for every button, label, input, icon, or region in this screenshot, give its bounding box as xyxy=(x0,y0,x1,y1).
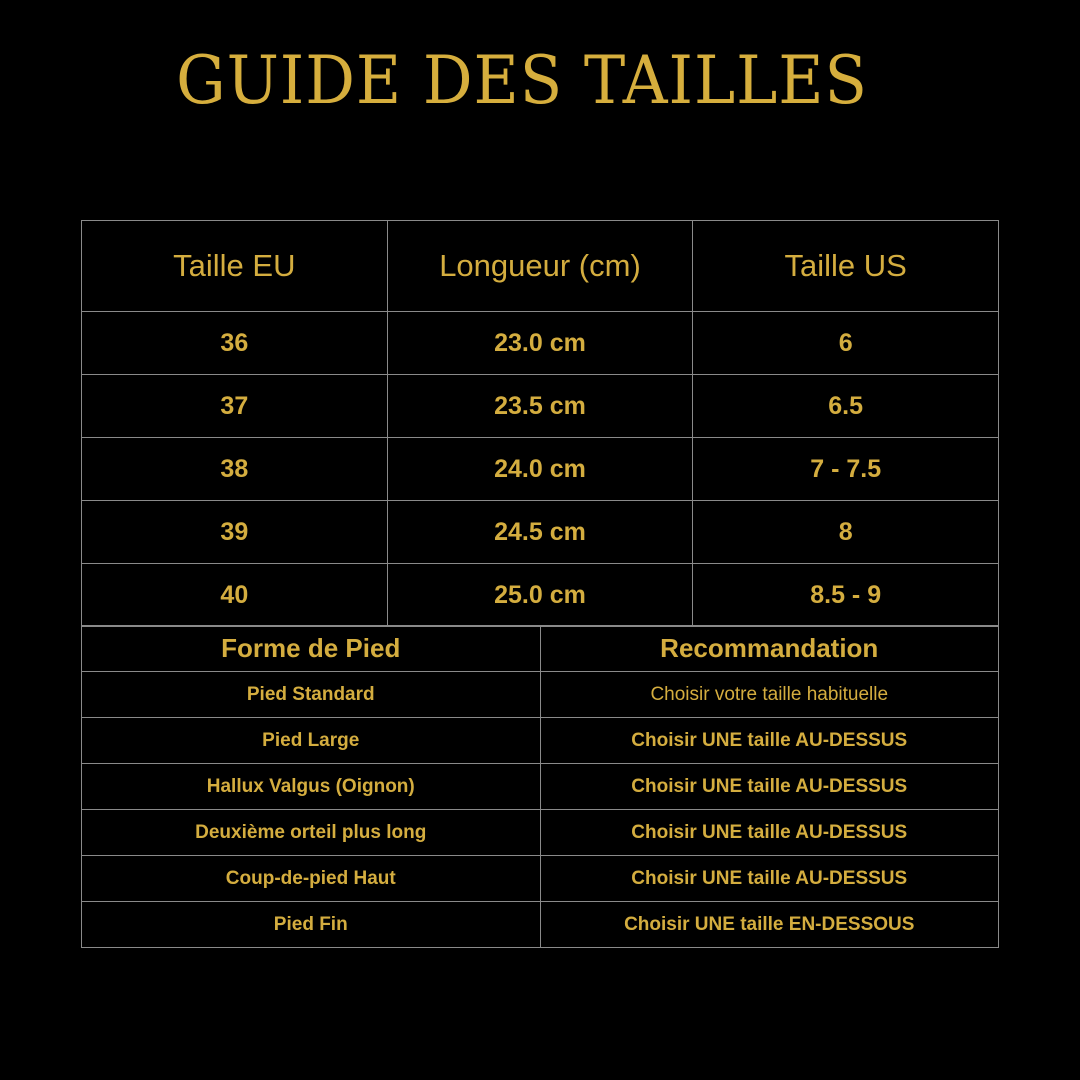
length-cell: 23.5 cm xyxy=(387,375,693,438)
size-table-header-row xyxy=(82,221,999,312)
us-size-cell: 6.5 xyxy=(693,375,999,438)
eu-size-cell: 40 xyxy=(82,564,388,627)
recommendation-cell: Choisir UNE taille AU-DESSUS xyxy=(540,856,999,902)
length-cell: 24.0 cm xyxy=(387,438,693,501)
header-forme-de-pied: Forme de Pied xyxy=(82,626,541,672)
table-row xyxy=(82,672,999,718)
header-taille-eu: Taille EU xyxy=(82,221,388,312)
eu-size-cell: 39 xyxy=(82,501,388,564)
foot-shape-cell: Coup-de-pied Haut xyxy=(82,856,541,902)
recommendation-cell: Choisir UNE taille AU-DESSUS xyxy=(540,764,999,810)
eu-size-cell: 38 xyxy=(82,438,388,501)
recommendation-cell: Choisir UNE taille AU-DESSUS xyxy=(540,718,999,764)
table-row xyxy=(82,856,999,902)
table-row xyxy=(82,810,999,856)
header-taille-us: Taille US xyxy=(693,221,999,312)
foot-shape-table xyxy=(81,625,999,948)
recommendation-cell: Choisir votre taille habituelle xyxy=(540,672,999,718)
table-row xyxy=(82,312,999,375)
foot-shape-cell: Pied Standard xyxy=(82,672,541,718)
header-longueur: Longueur (cm) xyxy=(387,221,693,312)
length-cell: 23.0 cm xyxy=(387,312,693,375)
us-size-cell: 7 - 7.5 xyxy=(693,438,999,501)
recommendation-cell: Choisir UNE taille AU-DESSUS xyxy=(540,810,999,856)
length-cell: 24.5 cm xyxy=(387,501,693,564)
us-size-cell: 8 xyxy=(693,501,999,564)
table-row xyxy=(82,375,999,438)
header-recommandation: Recommandation xyxy=(540,626,999,672)
table-row xyxy=(82,438,999,501)
table-row xyxy=(82,902,999,948)
eu-size-cell: 36 xyxy=(82,312,388,375)
us-size-cell: 6 xyxy=(693,312,999,375)
table-row xyxy=(82,501,999,564)
us-size-cell: 8.5 - 9 xyxy=(693,564,999,627)
table-row xyxy=(82,564,999,627)
size-table xyxy=(81,220,999,627)
recommendation-cell: Choisir UNE taille EN-DESSOUS xyxy=(540,902,999,948)
foot-shape-cell: Pied Fin xyxy=(82,902,541,948)
foot-shape-cell: Deuxième orteil plus long xyxy=(82,810,541,856)
foot-shape-cell: Pied Large xyxy=(82,718,541,764)
page-title: GUIDE DES TAILLES xyxy=(176,42,868,119)
table-row xyxy=(82,764,999,810)
eu-size-cell: 37 xyxy=(82,375,388,438)
length-cell: 25.0 cm xyxy=(387,564,693,627)
shape-table-header-row xyxy=(82,626,999,672)
table-row xyxy=(82,718,999,764)
foot-shape-cell: Hallux Valgus (Oignon) xyxy=(82,764,541,810)
